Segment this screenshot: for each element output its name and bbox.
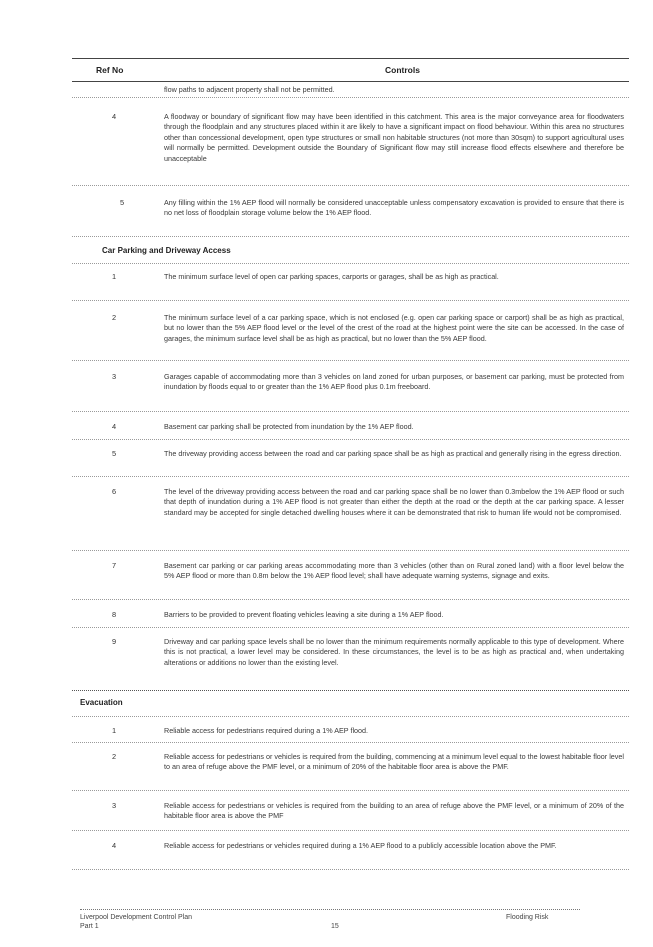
footer-doc-title: Liverpool Development Control Plan	[80, 914, 193, 921]
row-divider	[72, 716, 629, 717]
control-text: Reliable access for pedestrians or vehicles required during a 1% AEP flood to a publicly accessible location above the PMF.	[164, 841, 557, 850]
control-text: Basement car parking or car parking areas accommodating more than 3 vehicles (other than on Rural zoned land) with a floor level below the 5% AEP flood or more than 0.8m below the 1% AEP flood level; shall have adequate warning systems, signage and exits.	[164, 561, 624, 581]
ref-number: 4	[111, 112, 117, 121]
footer-part: Part 1	[80, 923, 99, 930]
row-divider	[72, 599, 629, 600]
ref-number: 7	[111, 561, 117, 570]
ref-number: 2	[111, 313, 117, 322]
ref-number: 4	[111, 841, 117, 850]
control-text: A floodway or boundary of significant flow may have been identified in this catchment. This area is the major conveyance area for floodwaters through the floodplain and any structures placed within it are likely to have a significant impact on flood behaviour. Within this area no structures other than concessional development, open type structures or small non habitable structures (not more than 30sqm) to support agricultural uses will normally be permitted. Development outside the Boundary of Significant flow may still increase flood effects elsewhere and therefore be unacceptable	[164, 112, 624, 163]
control-text: Driveway and car parking space levels shall be no lower than the minimum requirements normally applicable to this type of development. Where this is not practical, a lower level may be considered. In these circumstances, the level is to be as high as practical and, when undertaking alterations or additions no lower than the existing level.	[164, 637, 624, 667]
ref-number: 6	[111, 487, 117, 496]
continued-text: flow paths to adjacent property shall not be permitted.	[164, 85, 335, 94]
page-number: 15	[331, 923, 339, 930]
ref-number: 4	[111, 422, 117, 431]
ref-number: 3	[111, 801, 117, 810]
control-text: Basement car parking shall be protected from inundation by the 1% AEP flood.	[164, 422, 414, 431]
control-text: Reliable access for pedestrians or vehicles is required from the building to an area of refuge above the PMF level, or a minimum of 20% of the habitable floor area is above the PMF	[164, 801, 624, 821]
row-divider	[72, 411, 629, 412]
ref-number: 5	[111, 449, 117, 458]
section-divider	[72, 690, 629, 691]
row-divider	[72, 550, 629, 551]
row-divider	[72, 97, 629, 98]
row-divider	[72, 790, 629, 791]
table-header	[72, 58, 629, 82]
ref-number: 5	[119, 198, 125, 207]
ref-number: 1	[111, 726, 117, 735]
row-divider	[72, 185, 629, 186]
controls-header: Controls	[385, 65, 420, 75]
ref-number: 9	[111, 637, 117, 646]
control-text: The level of the driveway providing access between the road and car parking space shall be no lower than 0.3mbelow the 1% AEP flood or such that depth of inundation during a 1% AEP flood is not greater than either the depth at the road or the depth at the car parking space. A lesser standard may be accepted for single detached dwelling houses where it can be demonstrated that risk to human life would not be compromised.	[164, 487, 624, 517]
row-divider	[72, 742, 629, 743]
control-text: Barriers to be provided to prevent floating vehicles leaving a site during a 1% AEP flood.	[164, 610, 444, 619]
ref-number: 8	[111, 610, 117, 619]
row-divider	[72, 300, 629, 301]
ref-number: 1	[111, 272, 117, 281]
row-divider	[72, 476, 629, 477]
control-text: The minimum surface level of open car parking spaces, carports or garages, shall be as high as practical.	[164, 272, 499, 281]
footer-rule	[80, 909, 580, 910]
section-title-evacuation: Evacuation	[80, 698, 123, 707]
ref-no-header: Ref No	[96, 65, 124, 75]
control-text: The minimum surface level of a car parking space, which is not enclosed (e.g. open car parking space or carport) shall be as high as practical, but no lower than the 5% AEP flood level or the level of the crest of the road at the highest point were the site can be accessed. In the case of garages, the minimum surface level shall be as high as practical, but no lower than the 5% AEP flood.	[164, 313, 624, 343]
control-text: Garages capable of accommodating more than 3 vehicles on land zoned for urban purposes, or basement car parking, must be protected from inundation by floods equal to or greater than the 1% AEP flood plus 0.1m freeboard.	[164, 372, 624, 392]
control-text: The driveway providing access between the road and car parking space shall be as high as practical and generally rising in the egress direction.	[164, 449, 622, 458]
control-text: Reliable access for pedestrians required during a 1% AEP flood.	[164, 726, 369, 735]
row-divider	[72, 439, 629, 440]
footer-section-name: Flooding Risk	[506, 914, 549, 921]
ref-number: 2	[111, 752, 117, 761]
section-title-car-parking: Car Parking and Driveway Access	[102, 246, 231, 255]
row-divider	[72, 627, 629, 628]
row-divider	[72, 263, 629, 264]
control-text: Any filling within the 1% AEP flood will normally be considered unacceptable unless compensatory excavation is provided to ensure that there is no net loss of floodplain storage volume below the 1% AEP flood.	[164, 198, 624, 218]
row-divider	[72, 830, 629, 831]
row-divider	[72, 360, 629, 361]
row-divider	[72, 236, 629, 237]
control-text: Reliable access for pedestrians or vehicles is required from the building, commencing at a minimum level equal to the lowest habitable floor level to an area of refuge above the PMF level, or a minimum of 20% of the habitable floor area is above the PMF.	[164, 752, 624, 772]
row-divider	[72, 869, 629, 870]
ref-number: 3	[111, 372, 117, 381]
